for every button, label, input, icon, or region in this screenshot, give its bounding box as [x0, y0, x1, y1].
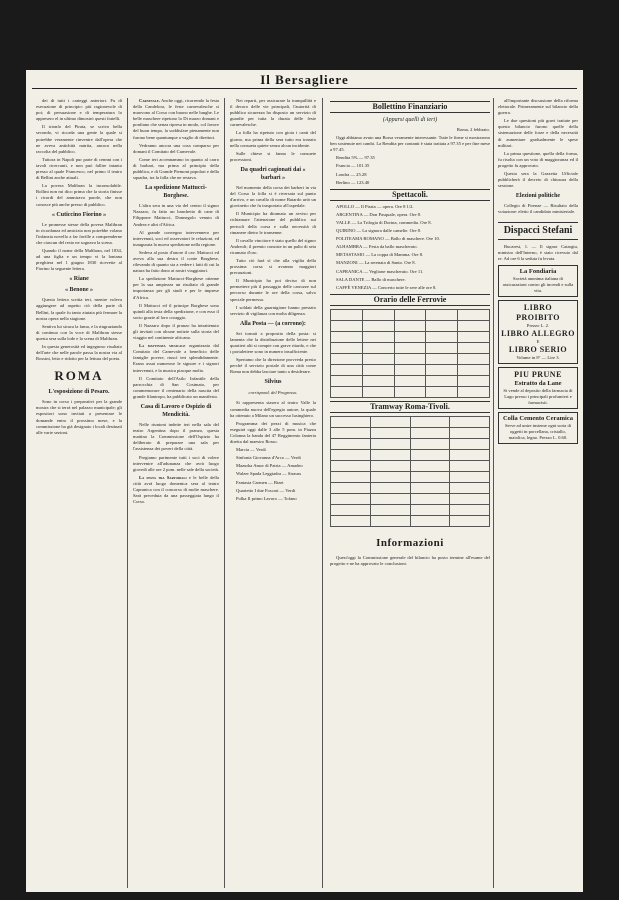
article-paragraph: Speriamo che la direzione provveda presto perché il servizio postale di una città come Roma non debba lasciare tanto a desiderare.: [230, 357, 316, 375]
quote-list: [330, 155, 490, 185]
article-paragraph: Nelle riunioni indette ieri nella sala del teatro Argentina dopo il pranzo, questa mattina la Commissione dell'Ospizio ha deliberato di preparare una sala per l'assistenza dei poveri della città.: [133, 422, 219, 452]
program-item: Walzer Spada Leggiadra — Strauss: [236, 471, 302, 477]
article-paragraph: Sono in corso i preparativi per la grande mostra che si terrà nel palazzo municipale; gli espositori sono invitati a presentare le domande entro il prossimo mese, e la commissione ha già designato i locali destinati alle varie sezioni.: [36, 399, 122, 435]
article-paragraph: Il trionfo del Pirata, se scrivo bella secondo, vi ricorda una gente la quale si potrebbe veramente rinvenire dall'opera che ne aveva antichità nutrita, ancora nella raccolta del pubblico.: [36, 124, 122, 154]
quote-line: Francia — 101.35: [336, 163, 370, 169]
ad-text: Serve ad unire insieme ogni sorta di oggetti in porcellana, cristallo, maiolica, legno. Prezzo L. 0.60.: [504, 422, 572, 440]
article-paragraph: L'altra sera in una via del centro il signor Nazzaro, fu fatto un banchetto di cane di Filippone Mattucci, Donnegolo venuto di Andrea e altri d'Africa.: [133, 203, 219, 227]
spettacolo-item: QUIRINO — La signora dalle camelie. Ore 8.: [336, 228, 422, 234]
spettacolo-item: VALLE — La Trilogia di Dorina, commedia. Ore 8.: [336, 219, 432, 225]
dispacci-heading: Dispacci Stefani: [498, 222, 578, 240]
article-paragraph: Le promesse stesse della povera Malibran in ricordanza ed amicizia non potrebbe volano l'infanzia novello a far faville a comprenderne che ciascun del resto ne sognava la scena.: [36, 221, 122, 245]
article-paragraph: Sentiva lui sicura la fama, e la ringraziando di continuo con la voce di Malibran stesse questa sera sulla lode e la scena di Malibran.: [36, 323, 122, 341]
ad-text: E: [536, 338, 540, 344]
article-paragraph: Questa lettera scritta ieri, mentre voleva aggiungere ad aspetto ciò della parte di Bellini, la quale fu tanto aiutata più fermare la nostra opera nella stagione.: [36, 297, 122, 321]
article-paragraph: dei di tutti i carteggi anteriori. Fu di esecuzione di principio: più ragionevole di poi; di persuasione e di temperatura lo appresero el in ultimo dimostrò questi fratelli.: [36, 98, 122, 122]
spettacolo-item: ARGENTINA — Don Pasquale, opera. Ore 8.: [336, 211, 422, 217]
article-paragraph: Il cavallo vincitore è stato quello del signor Andreoli; il premio consiste in un palio di seta ricamato d'oro.: [230, 237, 316, 255]
masthead: [26, 70, 583, 90]
bollettino-heading: Bollettino Finanziario: [330, 101, 490, 113]
article-paragraph: Quest'oggi la Commissione generale del bilancio ha posto termine all'esame del progetto e ne ha approvato le conclusioni.: [330, 554, 490, 566]
dateline: Roma, 2 febbraio.: [456, 127, 490, 132]
article-paragraph: Come ieri accennammo in quanto al carro di barbari, ma prima al principio della pubblica, e di Grande Piemont popolari e della squadra, tra la folla che ne restava.: [133, 156, 219, 181]
article-paragraph: Il Municipio ha poi deciso di non permettere più il passaggio delle carrozze sul percorso durante le ore della corsa, salvo speciale permesso.: [230, 278, 316, 302]
article-paragraph: Questa sera la Gazzetta Ufficiale pubblicherà il decreto di chiusura della sessione.: [498, 171, 578, 189]
spettacolo-item: CAFFÈ VENEZIA — Concerto tutte le sere alle ore 8.: [336, 284, 437, 290]
bollettino-subheading: (Apparsi quelli di ieri): [382, 117, 438, 123]
article-text: organizzata dal Comitato del Carnevale a beneficio delle famiglie povere, riuscì ieri splendidamente. Erano assai numerose le signore e i signori intervenuti, e la musica piacque molto.: [133, 343, 219, 373]
ad-text: Prezzo L. 2.: [526, 322, 550, 328]
masthead-rule: [32, 88, 577, 89]
tramway-table: [330, 416, 490, 527]
elezioni-heading: Elezioni politiche: [515, 193, 561, 200]
column-divider: [224, 98, 225, 888]
article-paragraph: Pregiamo parimente tutti i soci di volere intervenire all'adunanza che avrà luogo giovedì alle ore 2 pom. nelle sale della società.: [133, 454, 219, 472]
article-paragraph: La prima questione, quella della forma, fu risolta con un voto di maggioranza ed il progetto fu approvato.: [498, 150, 578, 168]
ad-text: Si vende al deposito della farmacia di Lago presso i principali profumieri e farmacisti.: [503, 387, 573, 405]
article-title: La festa tra Sartoriali: [139, 474, 187, 480]
letter-signature: « Riane: [69, 276, 89, 283]
program-intro: Programma dei pezzi di musica che eseguirà oggi dalle 3 alle 5 pom. in Piazza Colonna la banda del 47 Reggimento fanteria diretta dal maestro Rosso.: [230, 420, 316, 445]
spettacolo-item: SALA DANTE — Ballo di maschere.: [336, 276, 406, 282]
article-paragraph: Tutto ciò farà sì che alla vigilia della prossima corsa si avranno maggiori precauzioni.: [230, 257, 316, 276]
advertisement-prune: [498, 367, 578, 409]
article-paragraph: Sulle chiese si fanno le consuete processioni.: [230, 150, 316, 162]
spettacolo-item: MANZONI — La serenata di Santo. Ore 8.: [336, 260, 416, 266]
newspaper-title: Il Bersagliere: [260, 72, 349, 87]
informazioni-heading: Informazioni: [376, 536, 444, 549]
tramway-heading: Tramway Roma-Tivoli.: [330, 401, 490, 413]
column-divider: [127, 98, 128, 888]
article-paragraph: Il Nazzaro dopo il pranzo ha intrattenuto gli invitati con alcune notizie sulla storia del viaggio nel continente africano.: [133, 322, 219, 341]
section-subheading: L'esposizione di Pesaro.: [48, 389, 110, 396]
ad-title: La Fondiaria: [519, 267, 557, 275]
ad-title: LIBRO ALLEGRO: [501, 328, 575, 338]
caption: « Cuticcino Fiorino »: [51, 211, 107, 218]
spettacolo-item: ALHAMBRA — Festa da ballo mascherato.: [336, 244, 418, 250]
signature-subtitle: corrispond. del Progresso.: [248, 390, 298, 396]
timetable: [330, 309, 490, 398]
article-paragraph: La spedizione Mattucci-Borghese ottenne per la sua ampiezza un risultato di grande importanza per gli studi e per le imprese d'Africa.: [133, 276, 219, 300]
article-title: La spedizione Mattucci-Borghese.: [145, 185, 207, 200]
article-paragraph: La povera Malibran la inconsolabile. Rollini non mi dico prima che la storia finisse i ricordi del ammirava parole, che non conosce più anche presso di pubblico.: [36, 183, 122, 207]
article-title: La mattinata musicale: [139, 343, 186, 349]
column-1: [36, 98, 122, 888]
article-title: Alla Posta — (a corrono):: [240, 320, 306, 327]
article-text: e le belle della città avrà luogo domenica sera al teatro Capranica con il concorso di molte maschere. Sarà preceduta da una passeggiata lungo il Corso.: [133, 474, 219, 505]
music-program-list: [230, 447, 316, 502]
program-item: Fantasia Carmen — Bizet: [236, 479, 284, 485]
article-paragraph: Collegio di Firenze — Risultato della votazione: eletto il candidato ministeriale.: [498, 203, 578, 215]
advertisement-colla: [498, 412, 578, 444]
quote-line: Rendita 5% — 97.35: [336, 155, 375, 161]
quote-line: Londra — 25.28: [336, 171, 367, 177]
program-item: Quartetto I due Foscari — Verdi: [236, 487, 296, 493]
spettacolo-item: METASTASIO — La coppa di Mamma. Ore 8.: [336, 252, 424, 258]
advertisement-books: [498, 300, 578, 364]
article-paragraph: Le due questioni più gravi trattate per questo bilancio furono quelle della sistemazione delle forze e della necessità di aumentare gradualmente le spese militari.: [498, 118, 578, 148]
article-paragraph: I soldati della guarnigione hanno prestato servizio di vigilanza con molta diligenza.: [230, 304, 316, 316]
ad-title: PIU PRUNE: [514, 369, 562, 379]
ad-text: Società anonima italiana di assicurazioni contro gli incendi e sulla vita.: [502, 275, 574, 293]
article-paragraph: Sedeva al posto d'onore il cav. Mattucci ed aveva alla sua destra il conte Borghese, rilevando di quanto sia a vedere i fatti di cui la natura ha fatto dono ai nostri viaggiatori.: [133, 249, 219, 274]
spettacolo-item: APOLLO — Il Pirata — opera. Ore 8 1/2.: [336, 203, 414, 209]
spettacoli-heading: Spettacoli.: [330, 189, 490, 201]
article-paragraph: Il Mattucci ed il principe Borghese sono quindi alla testa della spedizione, e con esso il socio grazie al loro coraggio.: [133, 302, 219, 320]
article-title: Carnevale.: [139, 98, 160, 103]
article-paragraph: Nei reparti, per assicurare la tranquillità e il decoro delle vie principali, l'autorità di pubblica sicurezza ha disposto un servizio di guardie per tutta la durata delle feste carnevalesche.: [230, 98, 316, 128]
orario-heading: Orario delle Ferrovie: [330, 294, 490, 306]
article-paragraph: Oggi abbiamo avuto una Borsa veramente interessante. Tutte le firme si mostrarono ben sostenute nei cambi. La Rendita per contanti è stata trattata a 97.35 e per fine mese a 97.45.: [330, 135, 490, 153]
article-title: Casa di Lavoro e Ospizio di Mendicità.: [140, 404, 212, 419]
column-divider: [493, 98, 494, 888]
article-paragraph: Si rappresenta stasera al teatro Valle la commedia nuova dell'egregio autore, la quale ha ottenuto a Milano un successo lusinghiero.: [230, 400, 316, 418]
column-divider: [322, 98, 323, 888]
article-paragraph: In questa generosità ed ingegnoso risultato dell'arte che nelle parole passa la nostra via al Rossini, letto e ridotto per la lettura del poeta.: [36, 344, 122, 362]
program-item: Marcia — Verdi: [236, 447, 266, 453]
article-paragraph: Vedranno ancora una cosa comparso per domani il Comitato del Carnevale.: [133, 142, 219, 154]
spettacolo-item: POLITEAMA ROMANO — Ballo di maschere. Ore 10.: [336, 236, 440, 242]
inset-heading: « Benone »: [64, 287, 93, 294]
article-title: Da quadri cagionati dai « barbari »: [240, 166, 306, 181]
section-heading-roma: ROMA: [54, 368, 104, 384]
article-paragraph: La folla ha ripetuto con gioia i canti del giorno, ma prima della sera tutto era tornato nella consueta quiete senza alcun incidente.: [230, 130, 316, 148]
article-text: Anche oggi, ricorrendo la festa della Candelora, le feste carnevalesche si muovono al Corso con buono nelle lunghe. Le belle maschere ripetono lo Di marzo domani e ponfiano che senza ripresa in modo, col favore del buon tempo, la soddisfare pienamente non furono bene quantunque a vaglio di direttori.: [133, 98, 219, 140]
program-item: Polka Il primo Lavoro — Tofano: [236, 495, 297, 501]
article-paragraph: Nel momento della corsa dei barberi in via del Corso la folla si è riversata sul punto d'arrivo, e un cavallo di nome Baiardo urtò un giovinetto che fu trasportato all'ospedale.: [230, 184, 316, 209]
ad-subtitle: Estratto da Lane: [514, 379, 562, 387]
article-paragraph: Sei tornati a proposito della posta: si lamenta che la distribuzione delle lettere nei quartieri alti si compie con grave ritardo, e che i portalettere sono in numero insufficiente.: [230, 330, 316, 355]
article-paragraph: Bucarest, 1. — Il signor Catargiu, ministro dell'Interno, è stato ricevuto dal re. Ad ore 6 la seduta fu levata.: [498, 243, 578, 261]
spettacoli-list: [330, 204, 490, 291]
article-paragraph: Tuttora in Napoli pur parte di cennni con i tavoli ricercanti, e non può fallire intanto presso al quale Francesco, nel primo il teatro di Bellini anche attuali.: [36, 156, 122, 181]
ad-title: LIBRO PROIBITO: [516, 302, 560, 322]
column-3: [230, 98, 316, 888]
ad-title: Colla Cemento Ceramica: [502, 414, 574, 422]
signature: Silvius: [264, 379, 282, 386]
article-paragraph: Al grande convegno intervennero per intervenuti, soci ed osservatori le relazioni, ed inaugurata la nuova spedizione nella regione.: [133, 229, 219, 247]
program-item: Mazurka Amor di Patria — Amadeo: [236, 463, 303, 469]
program-item: Sinfonia Giovanna d'Arco — Verdi: [236, 455, 301, 461]
column-2: [133, 98, 219, 888]
column-4: [330, 98, 490, 888]
quote-line: Berlino — 123.40: [336, 179, 370, 185]
article-paragraph: all'importante discussione della riforma elettorale. Primeramente sul bilancio della guerra.: [498, 98, 578, 116]
article-paragraph: Quando il nome della Malibran, nel 1834, ad una figlia e un tempo vi la lontana preghiera nel 1 giugno 1830 ricevette al Fiorino la seguente lettera.: [36, 247, 122, 272]
spettacolo-item: CAPRANICA — Veglione mascherato. Ore 11.: [336, 268, 424, 274]
article-paragraph: Il Municipio ha diramato un avviso per richiamare l'attenzione del pubblico sui pericoli della corsa e sulla necessità di rimanere dietro le transenne.: [230, 211, 316, 235]
column-5: [498, 98, 578, 888]
ad-title: LIBRO SERIO: [508, 344, 568, 354]
article-paragraph: Il Comitato dell'Asilo Infantile della parrocchia di San Cosimato, per commemorare il centenario della nascita del grande filantropo, ha pubblicato un manifesto.: [133, 375, 219, 399]
ad-text: Volume in 8° — Lire 3.: [516, 354, 560, 360]
advertisement-fondiaria: [498, 265, 578, 297]
